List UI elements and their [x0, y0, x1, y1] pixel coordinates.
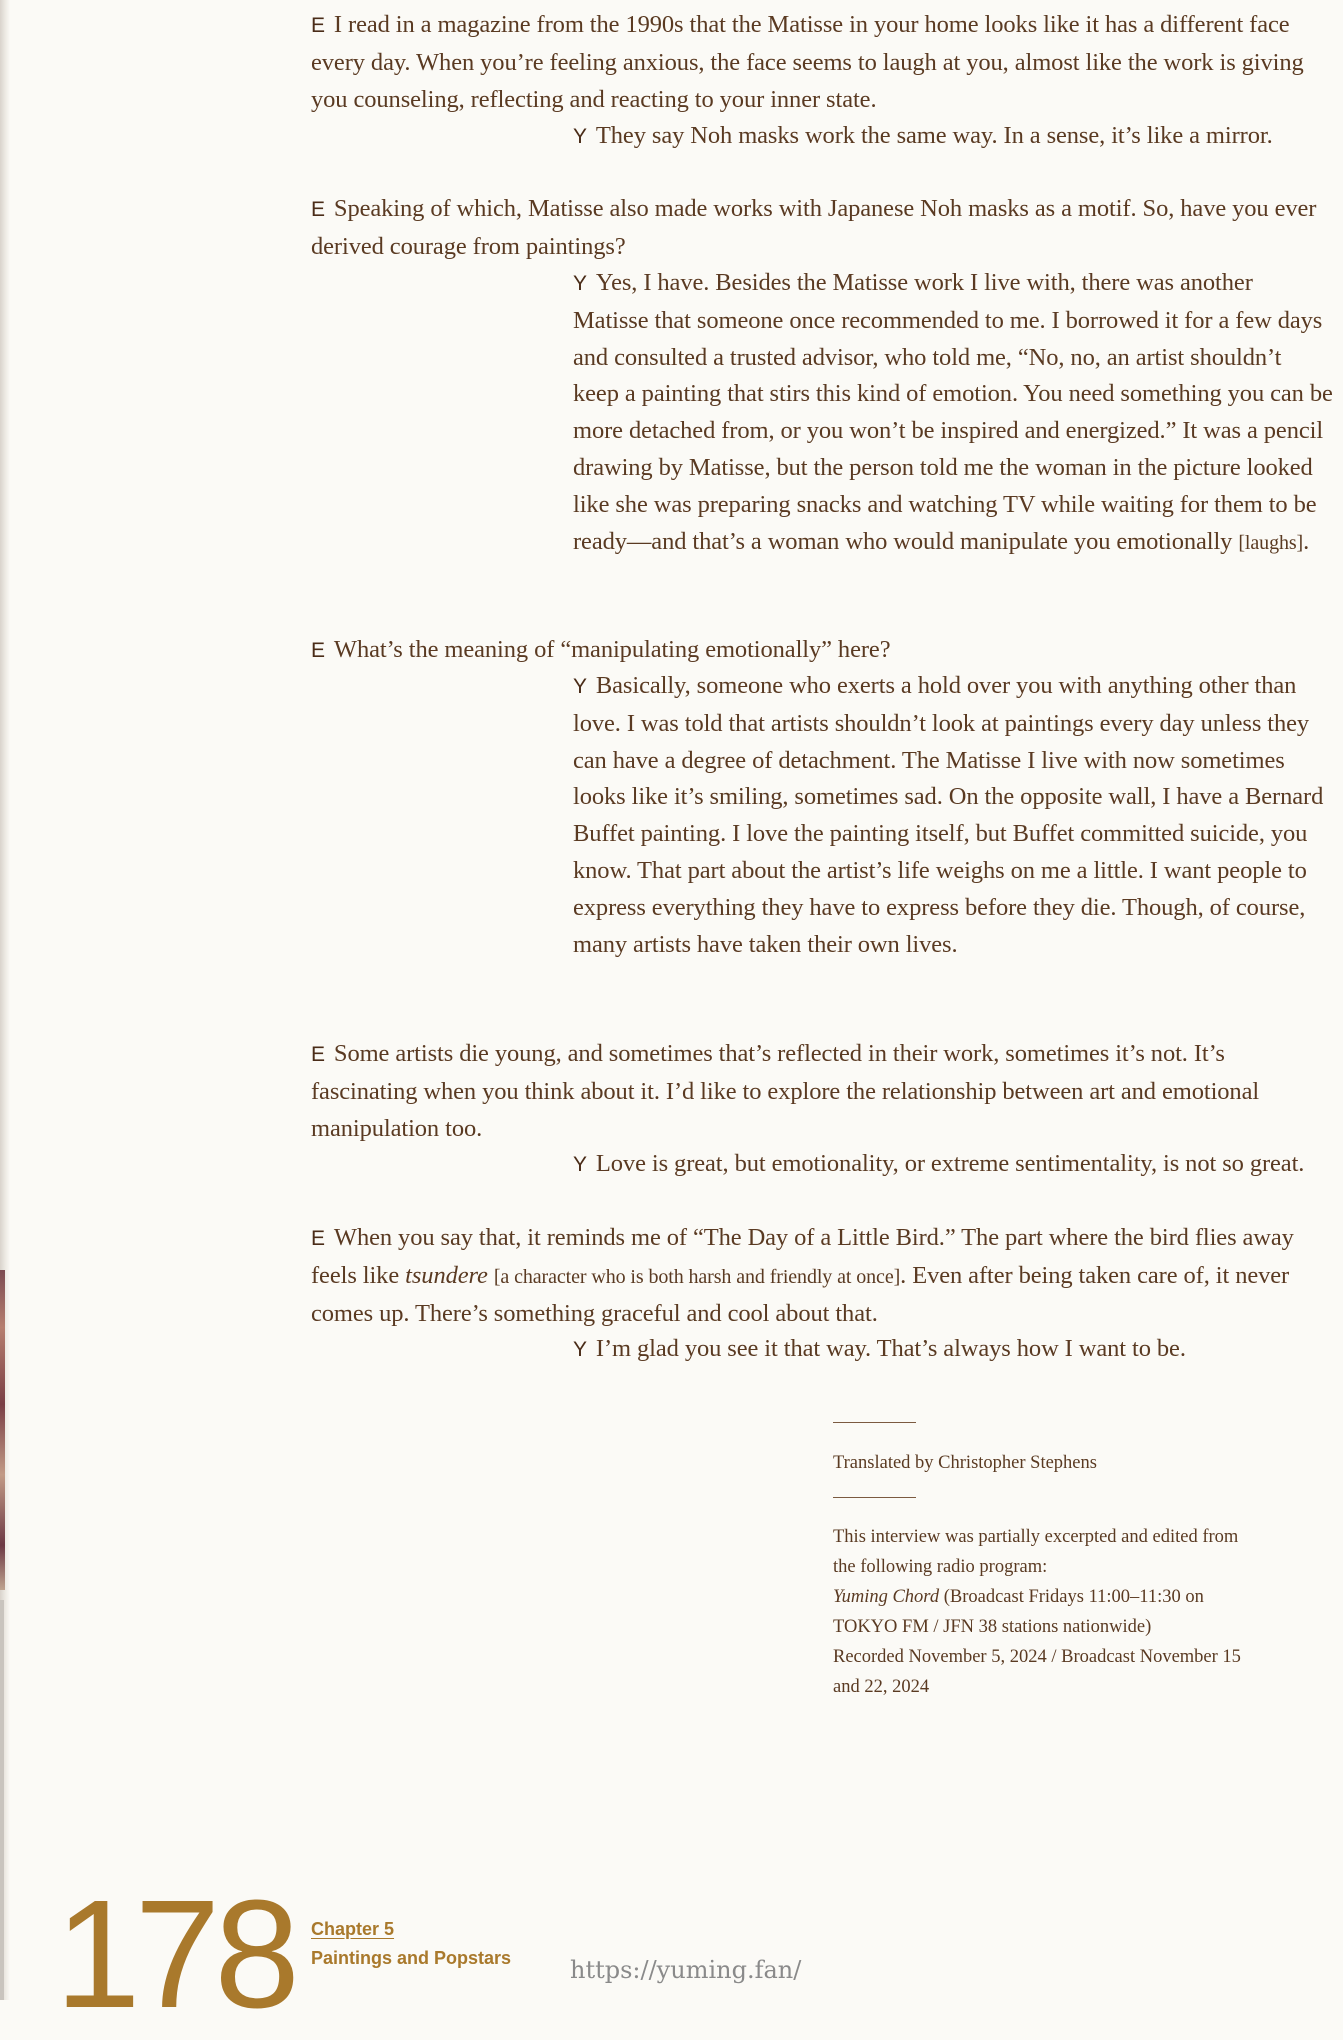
- chapter-title: Paintings and Popstars: [311, 1948, 512, 1968]
- translator-credit: Translated by Christopher Stephens: [833, 1453, 1097, 1473]
- paragraph-text: Some artists die young, and sometimes that’s reflected in their work, sometimes it’s not. It’s fascinating when you think about it. I’d like to explore the relationship between art and emotional manipulation too.: [311, 1040, 1260, 1142]
- interview-paragraph-y: [573, 1331, 1333, 1369]
- paragraph-text: Basically, someone who exerts a hold over you with anything other than love. I was told that artists shouldn’t look at paintings every day unless they can have a degree of detachment. The Matisse I live with now sometimes looks like it’s smiling, sometimes sad. On the opposite wall, I have a Bernard Buffet painting. I love the painting itself, but Buffet committed suicide, you know. That part about the artist’s life weighs on me a little. I want people to express everything they have to express before they die. Though, of course, many artists have taken their own lives.: [573, 672, 1324, 958]
- paragraph-text: What’s the meaning of “manipulating emotionally” here?: [333, 636, 891, 663]
- note-line: and 22, 2024: [833, 1677, 930, 1697]
- speaker-label: E: [311, 639, 325, 662]
- italic-term: tsundere: [405, 1261, 488, 1289]
- paragraph-text: They say Noh masks work the same way. In a sense, it’s like a mirror.: [595, 122, 1273, 149]
- bracket-note: [laughs]: [1238, 531, 1304, 554]
- paragraph-text: I’m glad you see it that way. That’s always how I want to be.: [595, 1335, 1186, 1362]
- interview-paragraph-e: [311, 7, 1333, 118]
- page-number: 178: [55, 1868, 294, 2040]
- paragraph-text: I read in a magazine from the 1990s that the Matisse in your home looks like it has a different face every day. When you’re feeling anxious, the face seems to laugh at you, almost like the work is giving you counseling, reflecting and reacting to your inner state.: [311, 11, 1304, 113]
- divider-rule: [833, 1422, 916, 1423]
- paragraph-text: When you say that, it reminds me of “The Day of a Little Bird.” The part where the bird flies away feels like: [311, 1224, 1294, 1289]
- interview-paragraph-y: [573, 1146, 1333, 1184]
- note-line: the following radio program:: [833, 1557, 1048, 1577]
- interview-paragraph-e: [311, 632, 1333, 670]
- speaker-label: E: [311, 1043, 325, 1066]
- paragraph-text: Yes, I have. Besides the Matisse work I live with, there was another Matisse that someone once recommended to me. I borrowed it for a few days and consulted a trusted advisor, who told me, “No, no, an artist shouldn’t keep a painting that stirs this kind of emotion. You need something you can be more detached from, or you won’t be inspired and energized.” It was a pencil drawing by Matisse, but the person told me the woman in the picture looked like she was preparing snacks and watching TV while waiting for them to be ready—and that’s a woman who would manipulate you emotionally: [573, 269, 1333, 555]
- program-detail: (Broadcast Fridays 11:00–11:30 on: [943, 1587, 1204, 1607]
- page-edge-strip-dark: [0, 1270, 5, 1590]
- program-name: Yuming Chord: [833, 1587, 940, 1607]
- speaker-label: Y: [573, 675, 587, 698]
- paragraph-end: .: [1303, 527, 1310, 555]
- speaker-label: Y: [573, 272, 587, 295]
- paragraph-text: Love is great, but emotionality, or extreme sentimentality, is not so great.: [595, 1150, 1305, 1177]
- note-line: TOKYO FM / JFN 38 stations nationwide): [833, 1617, 1152, 1637]
- interview-paragraph-e: [311, 1036, 1333, 1147]
- speaker-label: Y: [573, 1338, 587, 1361]
- interview-paragraph-e: [311, 191, 1333, 266]
- watermark-url: https://yuming.fan/: [570, 1956, 802, 1984]
- note-line: Recorded November 5, 2024 / Broadcast November 15: [833, 1647, 1241, 1667]
- speaker-label: E: [311, 198, 325, 221]
- speaker-label: Y: [573, 1153, 587, 1176]
- interview-paragraph-y: [573, 265, 1333, 561]
- paragraph-text-after: . Even after being taken care of, it never comes up. There’s something graceful and cool about that.: [311, 1261, 1290, 1327]
- paragraph-text: Speaking of which, Matisse also made works with Japanese Noh masks as a motif. So, have you ever derived courage from paintings?: [311, 195, 1317, 260]
- interview-paragraph-e: [311, 1220, 1333, 1332]
- speaker-label: E: [311, 14, 325, 37]
- interview-paragraph-y: [573, 668, 1333, 963]
- source-notes: [833, 1522, 1333, 1702]
- interview-paragraph-y: [573, 118, 1333, 156]
- chapter-label: Chapter 5: [311, 1919, 395, 1939]
- page-edge-strip-light: [0, 1600, 4, 2000]
- bracket-note: [a character who is both harsh and friendly at once]: [493, 1265, 901, 1288]
- speaker-label: E: [311, 1227, 325, 1250]
- speaker-label: Y: [573, 125, 587, 148]
- program-line: [833, 1582, 1333, 1612]
- divider-rule: [833, 1497, 916, 1498]
- note-line: This interview was partially excerpted and edited from: [833, 1527, 1239, 1547]
